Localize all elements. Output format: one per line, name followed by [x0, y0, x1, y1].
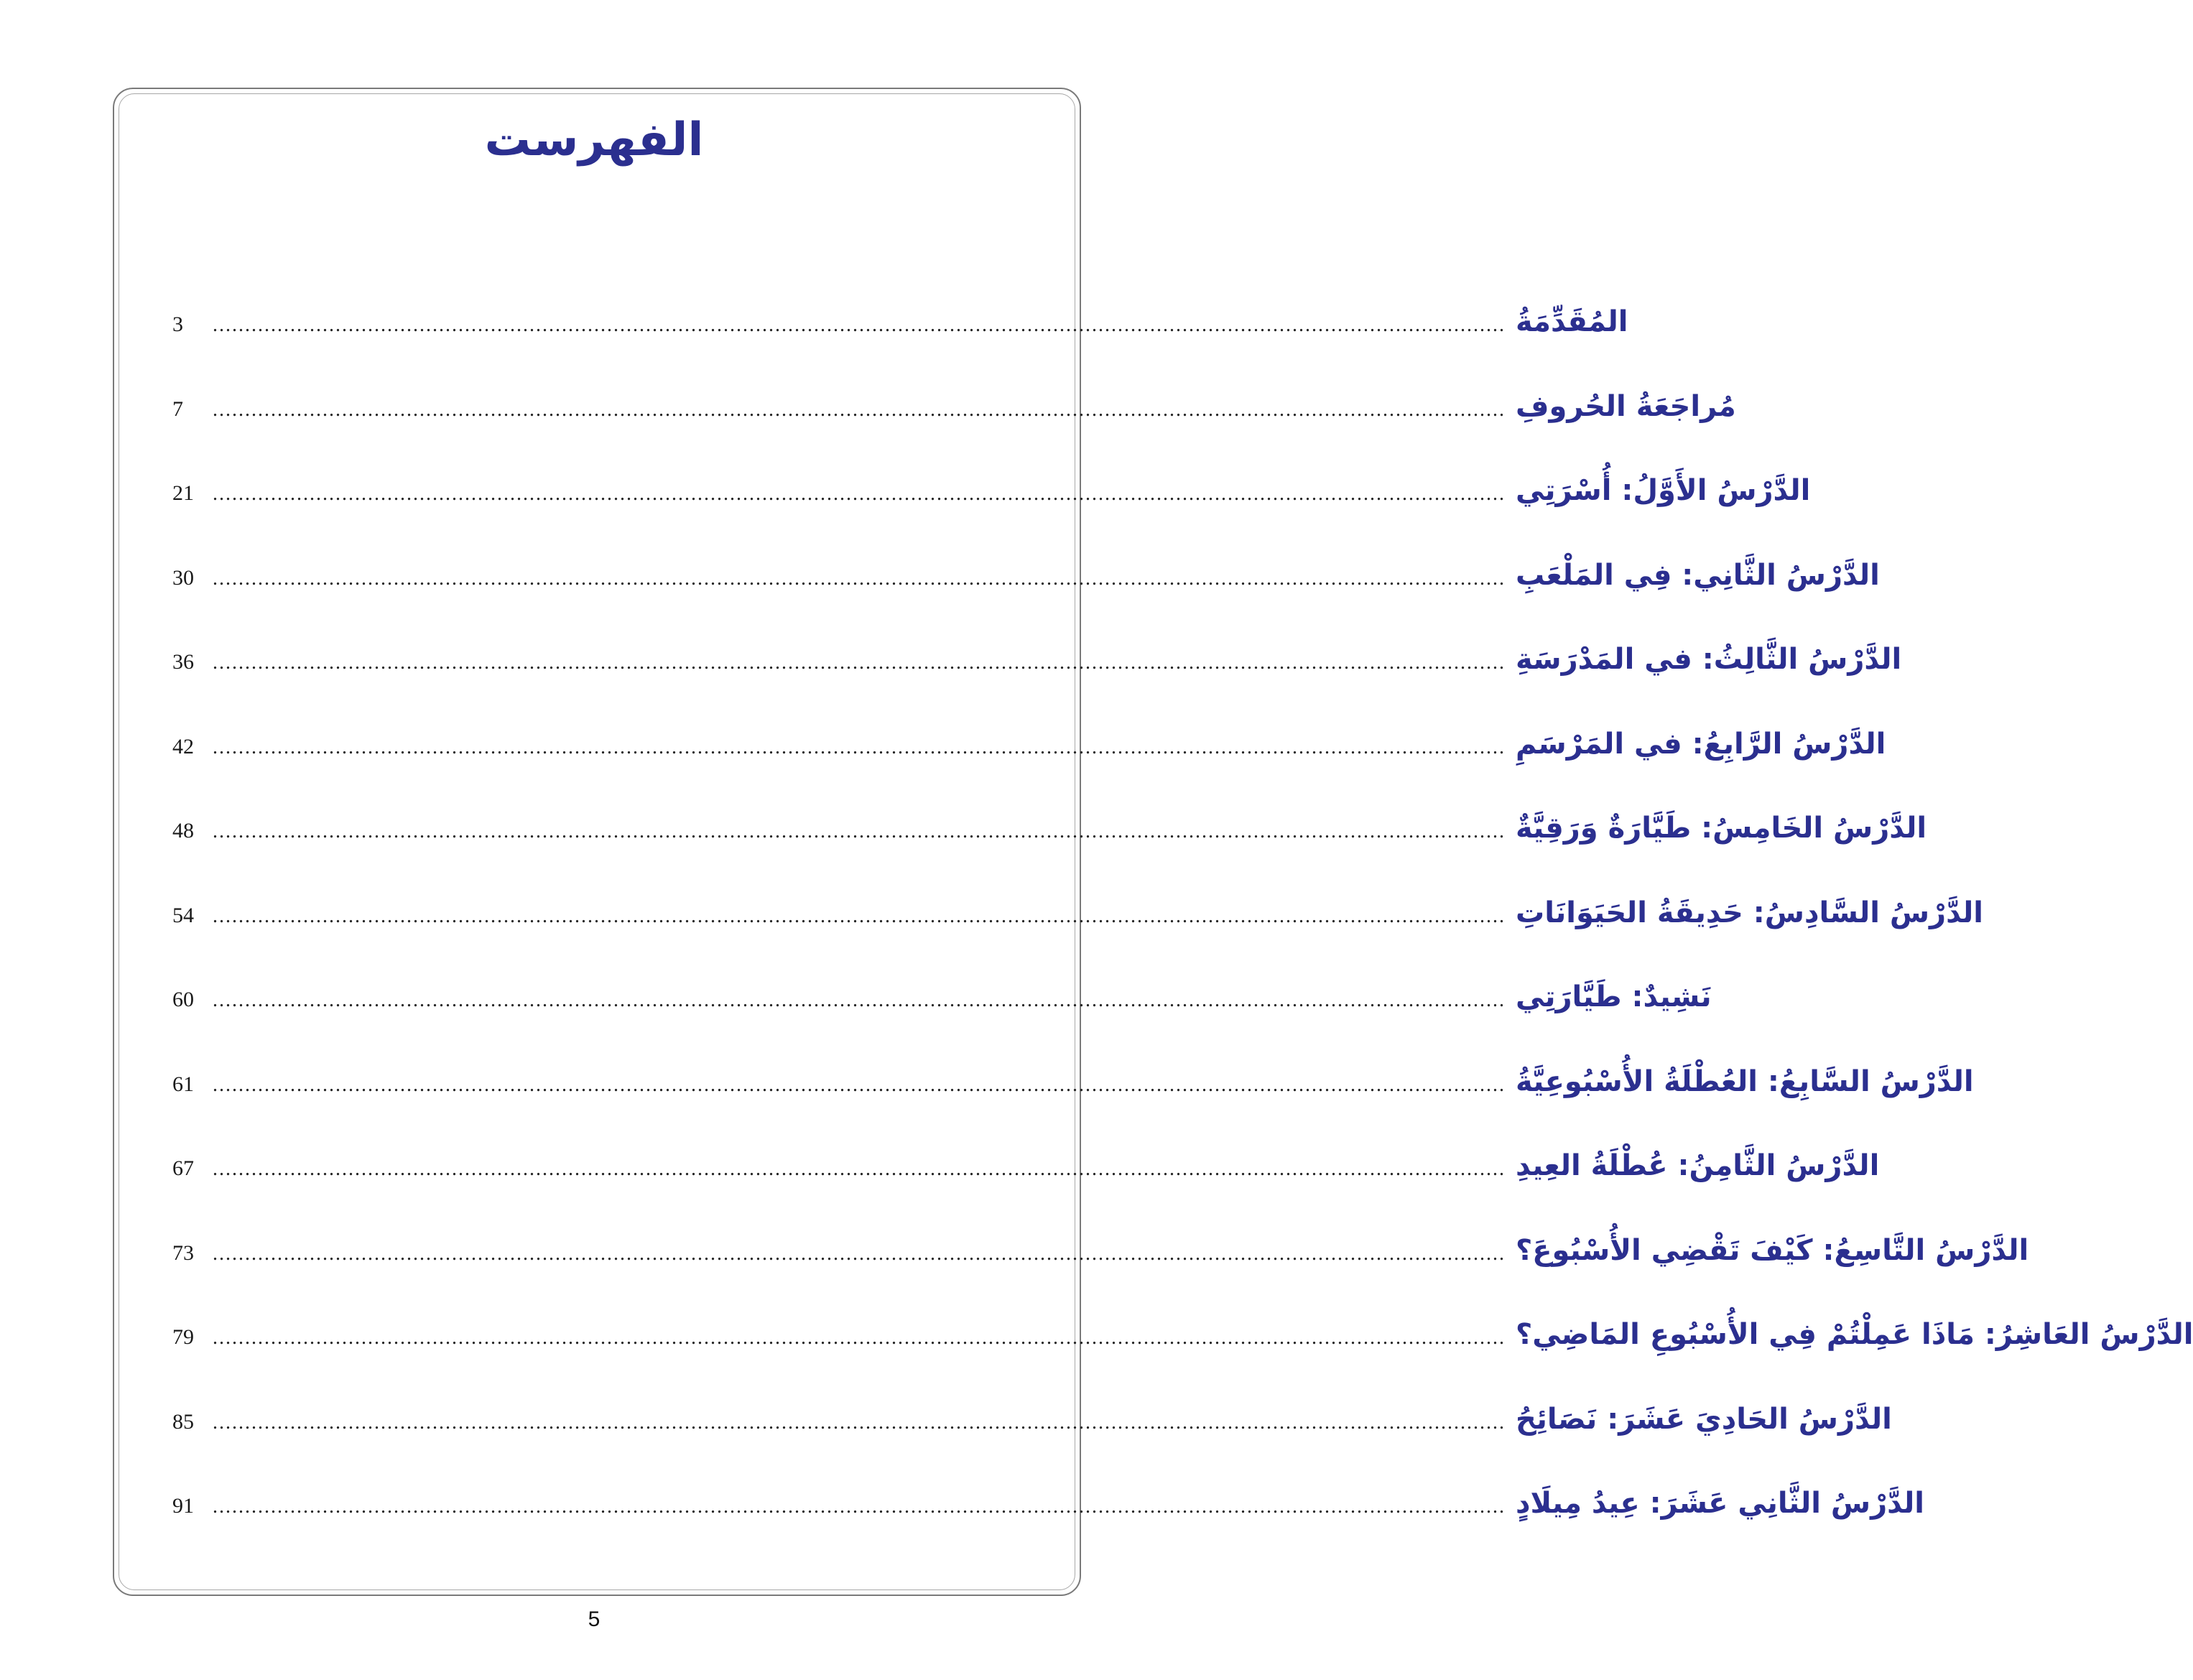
toc-dot-leader: ........................................................................................................................................................................................................: [213, 1327, 1506, 1349]
toc-page-number: 54: [172, 903, 194, 927]
toc-entry-title: الدَّرْسُ الثَّالِثُ: في المَدْرَسَةِ: [1516, 643, 1902, 676]
toc-entry-title: الدَّرْسُ العَاشِرُ: مَاذَا عَمِلْتُمْ فِي الأُسْبُوعِ المَاضِي؟: [1516, 1318, 2193, 1351]
toc-entry-title: الدَّرْسُ السَّادِسُ: حَدِيقَةُ الحَيَوَانَاتِ: [1516, 896, 1983, 929]
page-number: 5: [588, 1607, 601, 1631]
toc-entry-title: الدَّرْسُ الأَوَّلُ: أُسْرَتِي: [1516, 474, 1811, 507]
toc-entry[interactable]: [172, 871, 1983, 956]
toc-dot-leader: ........................................................................................................................................................................................................: [213, 398, 1506, 421]
toc-dot-leader: ........................................................................................................................................................................................................: [213, 989, 1506, 1011]
toc-page-number: 3: [172, 312, 183, 336]
toc-dot-leader: ........................................................................................................................................................................................................: [213, 1073, 1506, 1096]
toc-dot-leader: ........................................................................................................................................................................................................: [213, 735, 1506, 758]
toc-entry[interactable]: [172, 1040, 1974, 1125]
toc-entry[interactable]: [172, 702, 1886, 787]
toc-entry-title: الدَّرْسُ التَّاسِعُ: كَيْفَ تَقْضِي الأُسْبُوعَ؟: [1516, 1233, 2029, 1267]
toc-entry-title: الدَّرْسُ الرَّابِعُ: في المَرْسَمِ: [1516, 727, 1886, 761]
toc-entry-title: المُقَدِّمَةُ: [1516, 305, 1628, 338]
toc-dot-leader: ........................................................................................................................................................................................................: [213, 1411, 1506, 1434]
toc-dot-leader: ........................................................................................................................................................................................................: [213, 651, 1506, 674]
toc-entry[interactable]: [172, 449, 1811, 534]
toc-entry[interactable]: [172, 1124, 1880, 1209]
toc-page-number: 48: [172, 819, 194, 843]
toc-entry[interactable]: [172, 1209, 2029, 1294]
toc-page-number: 85: [172, 1409, 194, 1434]
toc-entry-title: الدَّرْسُ السَّابِعُ: العُطْلَةُ الأُسْبُوعِيَّةُ: [1516, 1064, 1974, 1098]
toc-entry-title: الدَّرْسُ الحَادِيَ عَشَرَ: نَصَائِحُ: [1516, 1402, 1892, 1436]
page-title: الفهرست: [484, 113, 704, 167]
toc-entry[interactable]: [172, 1378, 1892, 1462]
toc-entry-title: نَشِيدٌ: طَيَّارَتِي: [1516, 980, 1712, 1013]
toc-entry[interactable]: [172, 1462, 1924, 1546]
toc-dot-leader: ........................................................................................................................................................................................................: [213, 820, 1506, 843]
toc-page-number: 21: [172, 481, 194, 505]
toc-page-number: 7: [172, 396, 183, 421]
toc-dot-leader: ........................................................................................................................................................................................................: [213, 1158, 1506, 1180]
toc-page-number: 30: [172, 565, 194, 590]
toc-page-number: 42: [172, 734, 194, 758]
toc-page-number: 61: [172, 1072, 194, 1096]
toc-entry[interactable]: [172, 955, 1712, 1040]
table-of-contents: [172, 280, 2193, 1546]
toc-page-number: 91: [172, 1494, 194, 1518]
toc-page-number: 36: [172, 650, 194, 674]
toc-entry[interactable]: [172, 786, 1927, 871]
toc-page-number: 79: [172, 1325, 194, 1349]
toc-entry-title: الدَّرْسُ الثَّانِي عَشَرَ: عِيدُ مِيلَادٍ: [1516, 1487, 1924, 1520]
toc-dot-leader: ........................................................................................................................................................................................................: [213, 904, 1506, 927]
toc-dot-leader: ........................................................................................................................................................................................................: [213, 314, 1506, 336]
toc-entry-title: الدَّرْسُ الخَامِسُ: طَيَّارَةٌ وَرَقِيَّةٌ: [1516, 812, 1927, 845]
toc-entry-title: مُراجَعَةُ الحُروفِ: [1516, 389, 1736, 423]
toc-entry[interactable]: [172, 618, 1902, 702]
toc-entry-title: الدَّرْسُ الثَّامِنُ: عُطْلَةُ العِيدِ: [1516, 1149, 1880, 1182]
toc-dot-leader: ........................................................................................................................................................................................................: [213, 567, 1506, 590]
toc-dot-leader: ........................................................................................................................................................................................................: [213, 483, 1506, 505]
toc-entry-title: الدَّرْسُ الثَّانِي: فِي المَلْعَبِ: [1516, 558, 1880, 592]
toc-page-number: 60: [172, 988, 194, 1011]
toc-dot-leader: ........................................................................................................................................................................................................: [213, 1242, 1506, 1265]
toc-entry[interactable]: [172, 534, 1880, 618]
toc-dot-leader: ........................................................................................................................................................................................................: [213, 1495, 1506, 1518]
toc-page-number: 73: [172, 1240, 194, 1265]
toc-entry[interactable]: [172, 280, 1628, 365]
toc-page-number: 67: [172, 1156, 194, 1180]
toc-entry[interactable]: [172, 1293, 2193, 1378]
toc-entry[interactable]: [172, 365, 1736, 450]
